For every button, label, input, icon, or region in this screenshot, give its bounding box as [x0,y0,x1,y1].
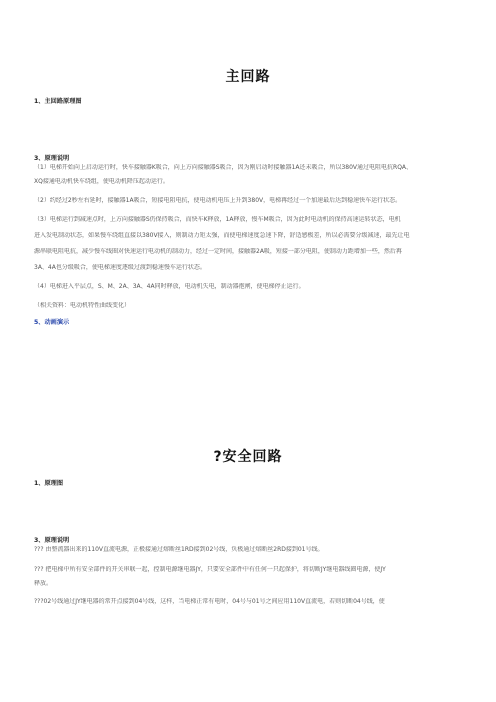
paragraph-3-line-4: 3A、4A也分级吸合，使电梯速度逐级过渡到稳速慢车运行状态。 [34,264,206,271]
safety-line-2-part-2: 释放。 [34,580,53,587]
safety-line-1: ??? 由整流器出来的110V直流电源，正极接通过熔断丝1RD接到02号线，负极通过熔断丝2RD接到01号线。 [34,546,324,553]
heading-principle: 3、原理说明 [34,155,70,162]
safety-circuit-title: ?安全回路 [213,449,283,465]
safety-line-2-part-1: ??? 把电梯中所有安全部件的开关串联一起，控制电源继电器JY，只要安全部件中有任何一只起保护，将切断JY继电器线圈电源，使JY [34,566,386,573]
safety-line-3: ???02号线通过JY继电器的常开点接到04号线，这样，当电梯正常有电时，04号与01号之间应用110V直流电，若则切断04号线，使 [34,598,385,605]
related-note: （相关资料：电动机特性曲线变化） [34,302,131,309]
paragraph-3-line-1: （3）电梯运行到减速点时，上方向接触器S仍保持吸合，而快车K释放，1A释放，慢车M吸合，因为此时电动机的保持高速运转状态，电机 [34,216,401,223]
heading-principle-2: 3、原理说明 [34,537,70,544]
paragraph-3-line-2: 进入发电制动状态，如果慢车绕组直接以380V接入，则制动力矩太强，而使电梯速度急速下降，舒适感极差，所以必需要分级减速，最先让电 [34,232,410,239]
heading-schematic-2: 1、原理图 [34,480,64,487]
heading-animation[interactable]: 5、动画演示 [34,319,70,326]
paragraph-2: （2）约经过2秒左右延时，接触器1A吸合，短接电阻电抗，使电动机电压上升到380V，电梯再经过一个加速最后达到稳速快车运行状态。 [34,197,402,204]
heading-schematic: 1、主回路原理图 [34,98,82,105]
paragraph-3-line-3: 源串联电阻电抗，减少慢车线圈对快速运行电动机的制动力，经过一定时间，接触器2A吸，短接一部分电阻，使制动力距增加一些，然后再 [34,248,402,255]
main-circuit-title: 主回路 [225,69,271,85]
paragraph-1-line-2: XQ接通电动机快车绕组，使电动机降压起动运行。 [34,178,169,185]
paragraph-1-line-1: （1）电梯开始向上启动运行时，快车接触器K吸合，向上方向接触器S吸合，因为刚启动时接触器1A还未吸合，所以380V通过电阻电抗RQA、 [34,164,413,171]
paragraph-4: （4）电梯进入平层点，S、M、2A、3A、4A同时释放，电动机失电，制动器抱闸，使电梯停止运行。 [34,283,305,290]
